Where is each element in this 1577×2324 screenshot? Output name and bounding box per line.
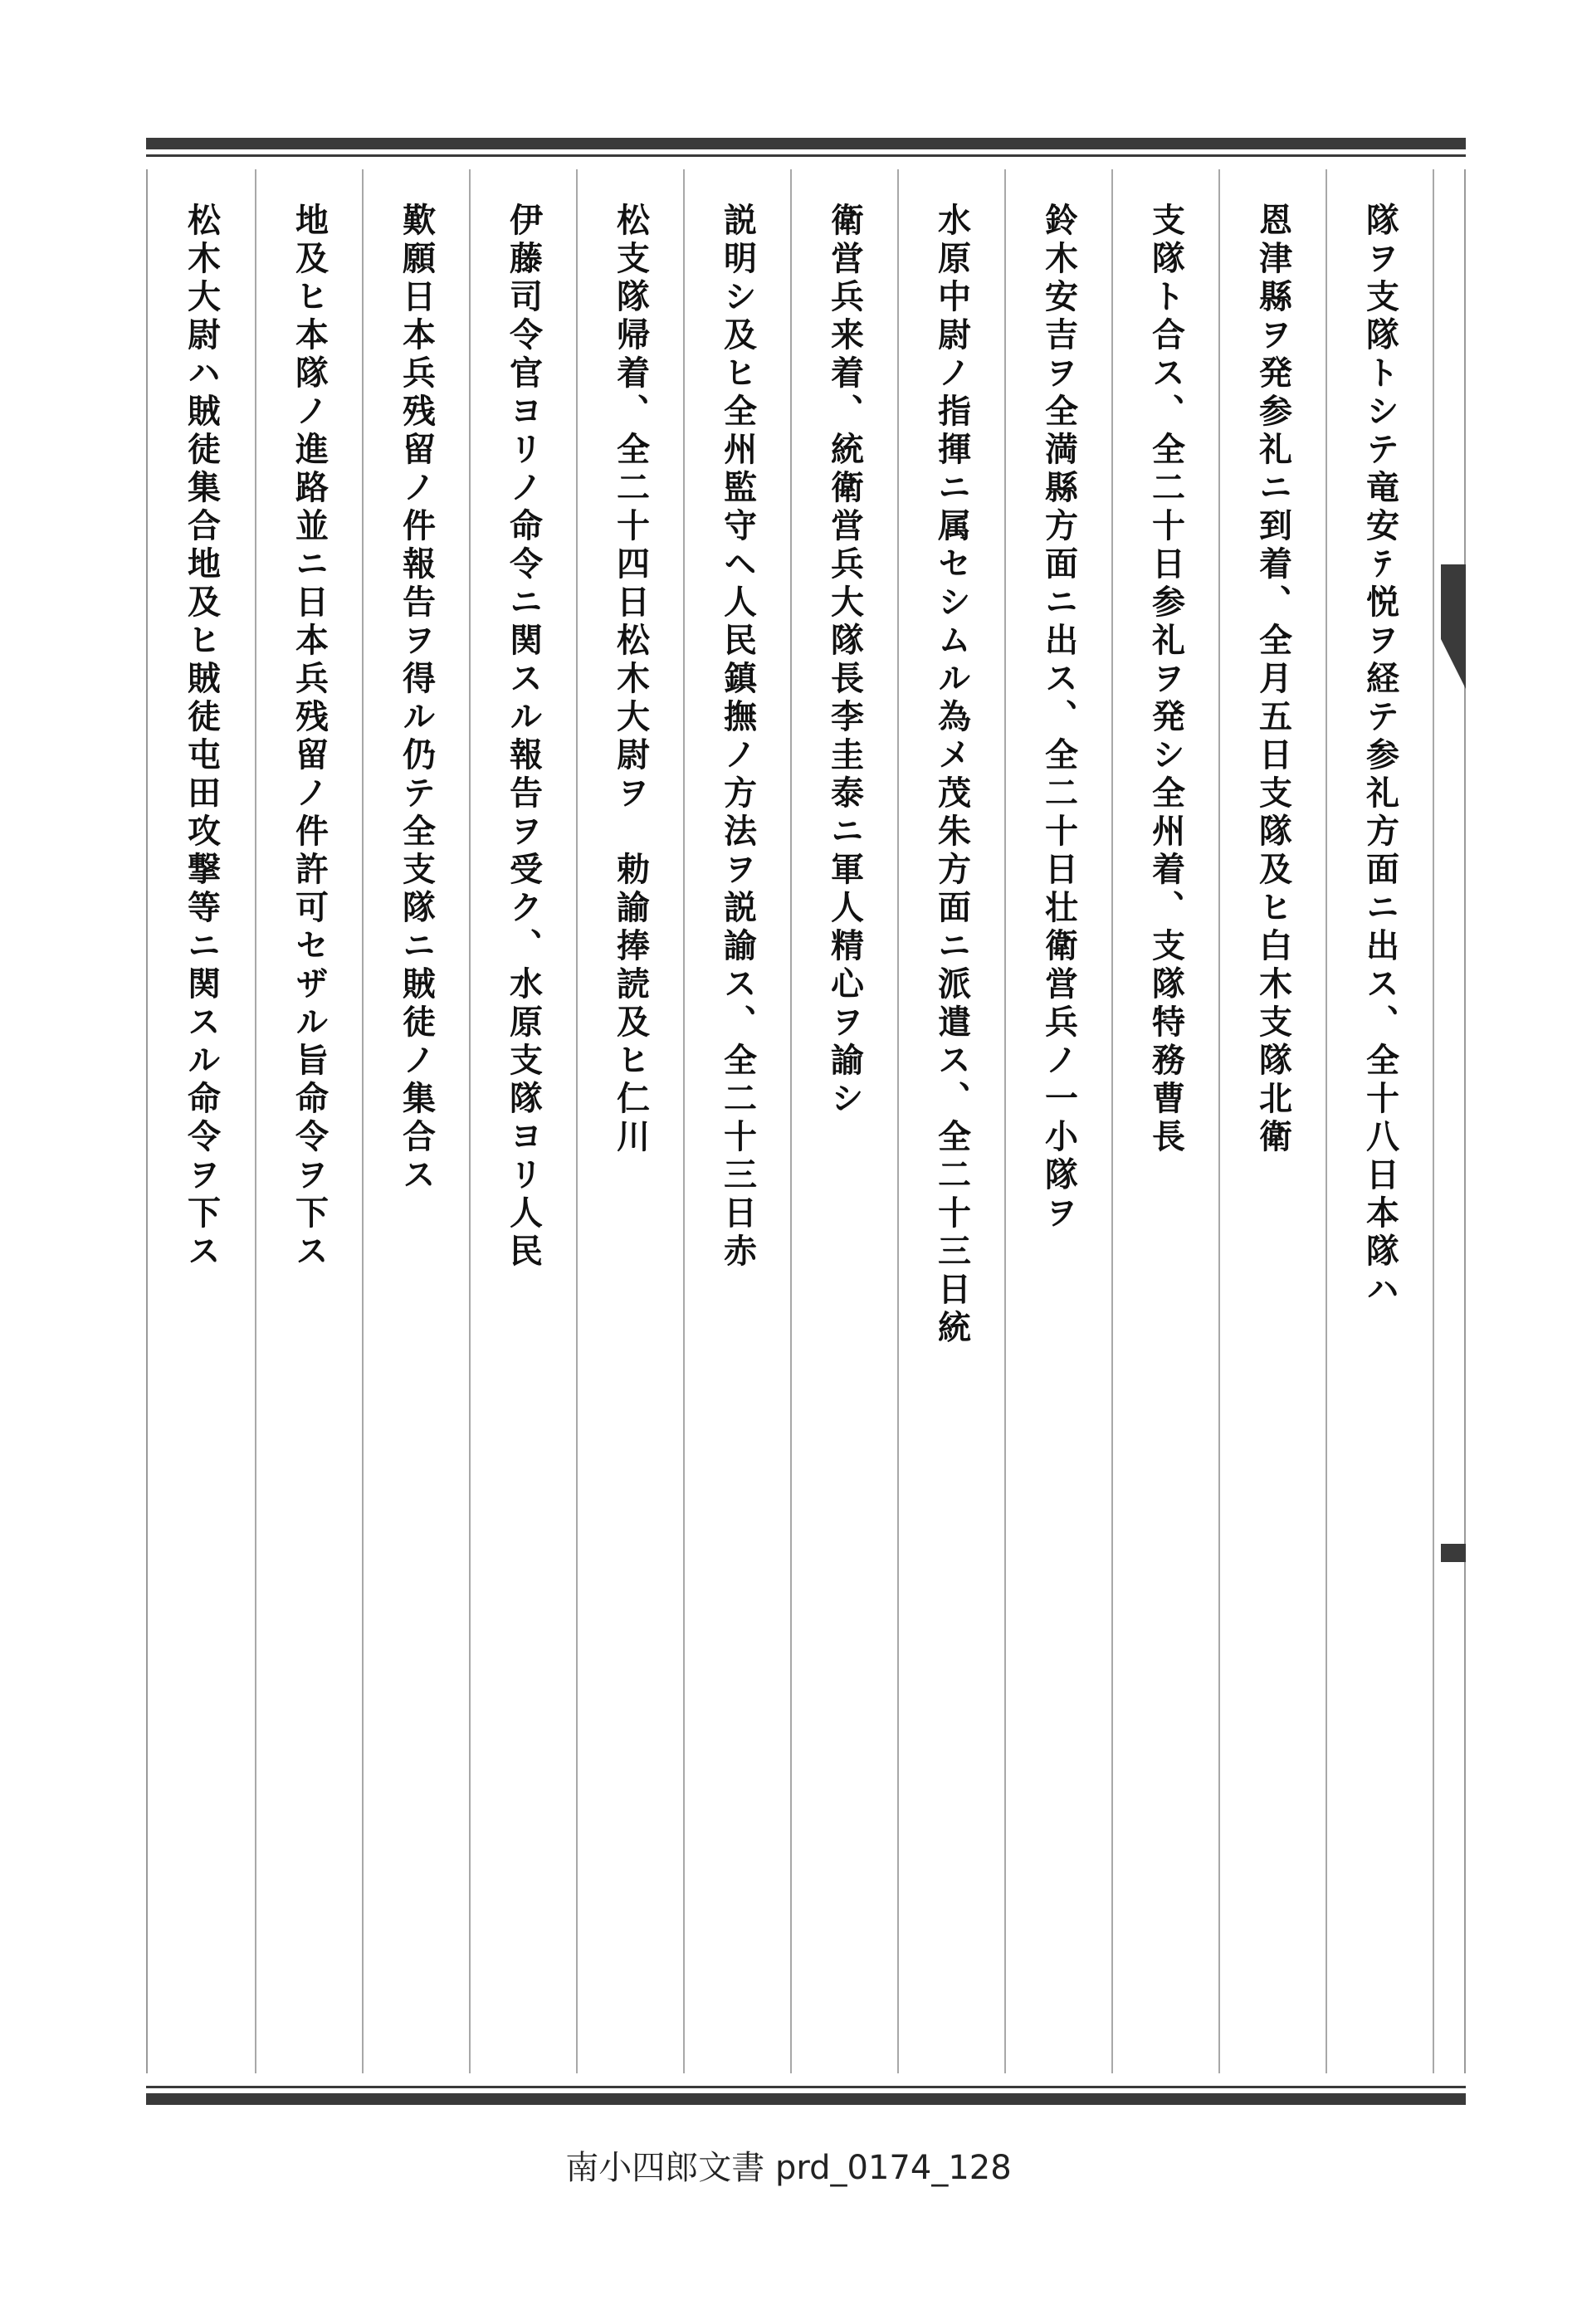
column-text: 隊ヲ支隊トシテ竜安ﾃ悦ヲ経テ参礼方面ニ出ス、全十八日本隊ハ bbox=[1360, 203, 1400, 1310]
manuscript-sheet bbox=[146, 138, 1466, 2105]
column-text: 伊藤司令官ヨリノ命令ニ関スル報告ヲ受ク、水原支隊ヨリ人民 bbox=[504, 203, 544, 1272]
text-column bbox=[683, 169, 790, 2073]
column-text: 松木大尉ハ賊徒集合地及ヒ賊徒屯田攻撃等ニ関スル命令ヲ下ス bbox=[182, 203, 222, 1272]
page-edge-tab-lower bbox=[1441, 1544, 1466, 1562]
document-caption: 南小四郎文書 prd_0174_128 bbox=[565, 2149, 1012, 2187]
manuscript-columns bbox=[146, 169, 1466, 2073]
column-text: 地及ヒ本隊ノ進路並ニ日本兵残留ノ件許可セザル旨命令ヲ下ス bbox=[290, 203, 330, 1272]
column-text: 松支隊帰着、全二十四日松木大尉ヲ 勅諭捧読及ヒ仁川 bbox=[611, 203, 651, 1157]
column-text: 衛営兵来着、統衛営兵大隊長李圭泰ニ軍人精心ヲ諭シ bbox=[825, 203, 865, 1119]
column-text: 説明シ及ヒ全州監守ヘ人民鎮撫ノ方法ヲ説諭ス、全二十三日赤 bbox=[718, 203, 758, 1272]
text-column bbox=[255, 169, 362, 2073]
text-column bbox=[1326, 169, 1433, 2073]
margin-column bbox=[1433, 169, 1464, 2073]
column-text: 鈴木安吉ヲ全満縣方面ニ出ス、全二十日壮衛営兵ノ一小隊ヲ bbox=[1039, 203, 1079, 1233]
text-column bbox=[897, 169, 1004, 2073]
column-text: 支隊ト合ス、全二十日参礼ヲ発シ全州着、支隊特務曹長 bbox=[1146, 203, 1186, 1157]
sheet-bottom-border bbox=[146, 2093, 1466, 2105]
text-column bbox=[469, 169, 576, 2073]
column-text: 恩津縣ヲ発参礼ニ到着、全月五日支隊及ヒ白木支隊北衛 bbox=[1253, 203, 1293, 1157]
text-column bbox=[362, 169, 469, 2073]
text-column bbox=[576, 169, 683, 2073]
text-column bbox=[148, 169, 255, 2073]
text-column bbox=[1004, 169, 1111, 2073]
text-column bbox=[790, 169, 897, 2073]
column-text: 歎願日本兵残留ノ件報告ヲ得ル仍テ全支隊ニ賊徒ノ集合ス bbox=[397, 203, 437, 1195]
column-text: 水原中尉ノ指揮ニ属セシムル為メ茂朱方面ニ派遣ス、全二十三日統 bbox=[932, 203, 972, 1348]
sheet-top-border bbox=[146, 138, 1466, 149]
text-column bbox=[1218, 169, 1326, 2073]
text-column bbox=[1111, 169, 1218, 2073]
